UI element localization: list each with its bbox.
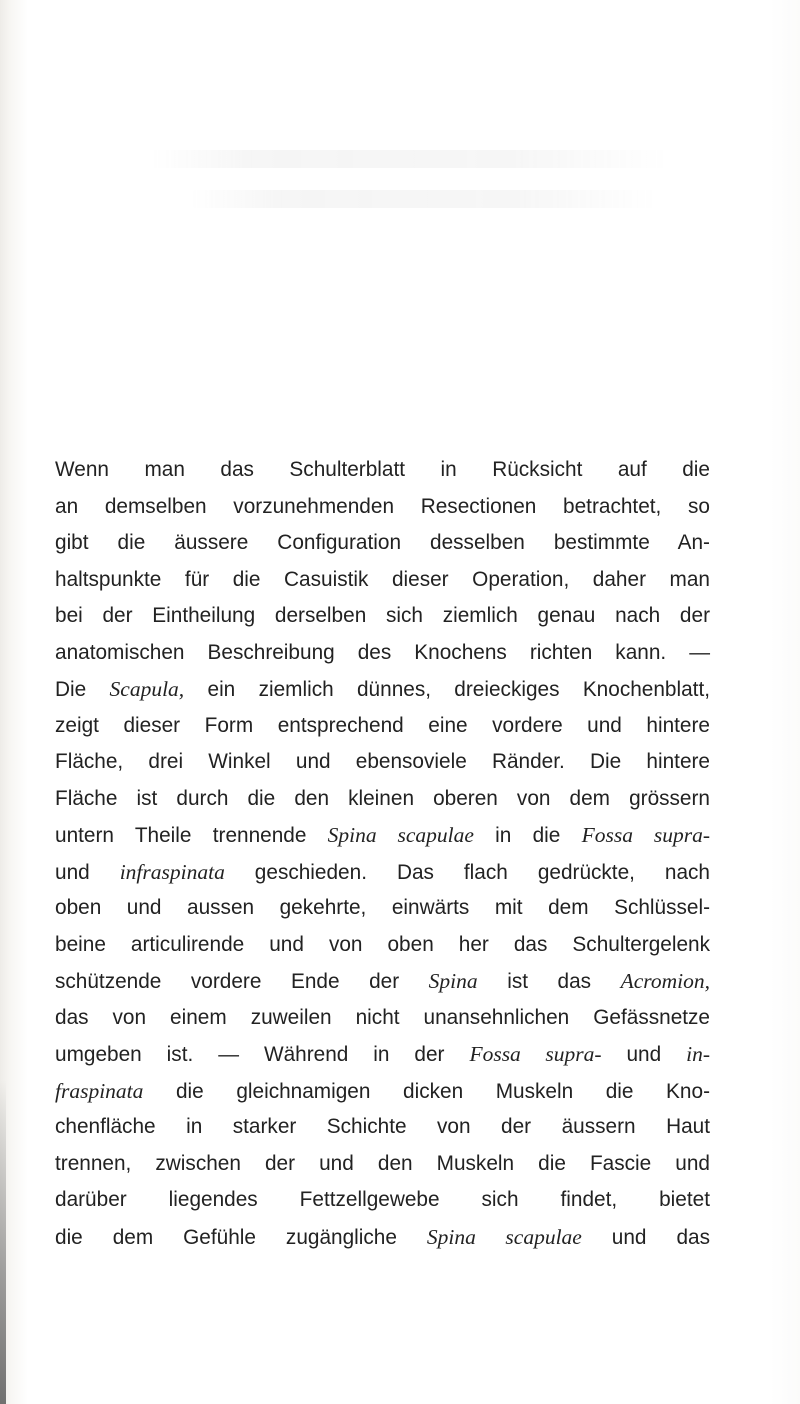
text-line [55, 854, 710, 891]
text-run: anatomischen Beschreibung des Knochens richten kann. — [55, 640, 710, 664]
text-line [55, 1036, 710, 1073]
text-line [55, 927, 710, 964]
text-run: haltspunkte für die Casuistik dieser Operation, daher man [55, 567, 710, 591]
text-line [55, 744, 710, 781]
text-run: gibt die äussere Configuration desselben bestimmte An- [55, 531, 710, 554]
italic-term: Fossa supra- [469, 1042, 602, 1066]
text-run: chenfläche in starker Schichte von der äussern Haut [55, 1115, 710, 1138]
italic-term: Spina scapulae [426, 1224, 582, 1249]
text-line [55, 452, 710, 489]
text-line [55, 525, 710, 562]
text-line [55, 1182, 710, 1219]
text-run: und [601, 1043, 687, 1066]
text-line [55, 1109, 710, 1146]
italic-term: fraspinata [55, 1078, 144, 1103]
italic-term: infraspinata [119, 859, 225, 884]
text-line [55, 489, 710, 526]
italic-term: Fossa supra- [581, 823, 710, 847]
text-line [55, 1073, 710, 1110]
text-run: beine articulirende und von oben her das Schultergelenk [55, 932, 710, 956]
text-run: trennen, zwischen der und den Muskeln die Fascie und [55, 1151, 710, 1175]
text-run: schützende vordere Ende der [55, 970, 429, 993]
italic-term: Spina scapulae [327, 823, 474, 847]
text-run: Die [55, 678, 110, 701]
italic-term: Acromion, [620, 969, 710, 993]
text-line [55, 562, 710, 599]
text-run: Wenn man das Schulterblatt in Rücksicht auf die [55, 458, 710, 481]
italic-term: Spina [428, 969, 478, 993]
text-run: zeigt dieser Form entsprechend eine vordere und hintere [55, 713, 710, 737]
text-run: ein ziemlich dünnes, dreieckiges Knochenblatt, [184, 678, 711, 701]
text-run: Fläche, drei Winkel und ebensoviele Ränder. Die hintere [55, 750, 710, 773]
text-line [55, 598, 710, 635]
text-line [55, 890, 710, 927]
text-run: Fläche ist durch die den kleinen oberen von dem grössern [55, 786, 710, 810]
text-line [55, 781, 710, 818]
text-run: an demselben vorzunehmenden Resectionen betrachtet, so [55, 494, 710, 518]
page-edge-shadow [0, 1080, 6, 1404]
text-run: in die [473, 824, 582, 847]
text-run: das von einem zuweilen nicht unansehnlichen Gefässnetze [55, 1005, 710, 1029]
text-line [55, 963, 710, 1000]
text-line [55, 708, 710, 745]
text-run: und das [581, 1225, 710, 1249]
text-run: untern Theile trennende [55, 824, 328, 847]
text-line [55, 817, 710, 854]
body-paragraph [55, 452, 710, 1255]
bleed-line [150, 150, 670, 168]
text-run: und [55, 860, 120, 884]
text-line [55, 1000, 710, 1037]
text-run: umgeben ist. — Während in der [55, 1043, 470, 1066]
italic-term: Scapula, [109, 677, 185, 701]
text-run: die dem Gefühle zugängliche [55, 1225, 427, 1249]
text-run: geschieden. Das flach gedrückte, nach [224, 860, 710, 884]
text-line [55, 1219, 710, 1256]
text-line [55, 1146, 710, 1183]
bleed-line [190, 190, 658, 208]
italic-term: in- [686, 1042, 710, 1066]
text-line [55, 671, 710, 708]
text-run: ist das [477, 970, 621, 993]
text-run: darüber liegendes Fettzellgewebe sich findet, bietet [55, 1188, 710, 1211]
text-line [55, 635, 710, 672]
text-run: die gleichnamigen dicken Muskeln die Kno- [143, 1079, 710, 1103]
text-run: oben und aussen gekehrte, einwärts mit dem Schlüssel- [55, 896, 710, 919]
bleed-through-text [150, 150, 670, 270]
text-run: bei der Eintheilung derselben sich ziemlich genau nach der [55, 604, 710, 627]
